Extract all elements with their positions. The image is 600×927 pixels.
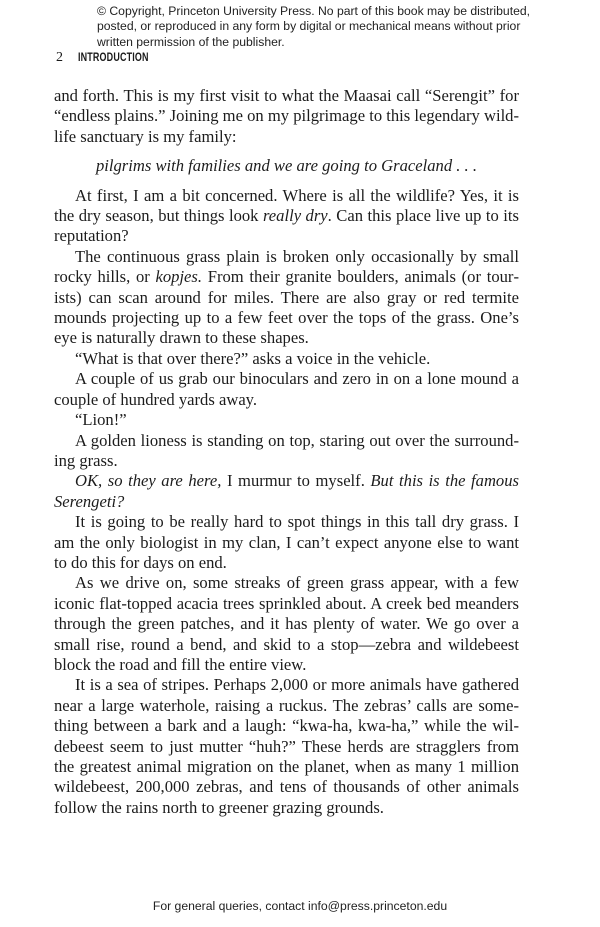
paragraph: A couple of us grab our binoculars and zero in on a lone mound a couple of hundred yards away. <box>54 369 519 409</box>
running-head <box>56 51 169 65</box>
text-run: The continuous grass plain is broken only occasionally by small rocky hills, or <box>54 246 519 287</box>
emphasis: kopjes. <box>155 267 203 287</box>
text-run: At first, I am a bit concerned. Where is all the wildlife? Yes, it is the dry season, but things look <box>54 185 519 226</box>
copyright-notice: © Copyright, Princeton University Press. No part of this book may be distributed, posted, or reproduced in any form by digital or mechanical means without prior written permission of the publisher. <box>97 4 531 49</box>
page-number: 2 <box>56 50 63 65</box>
paragraph <box>54 247 519 349</box>
paragraph <box>54 471 519 512</box>
body-text <box>54 86 519 818</box>
footer-contact: For general queries, contact info@press.princeton.edu <box>152 899 448 913</box>
text-run: I murmur to myself. <box>221 471 371 491</box>
paragraph: “What is that over there?” asks a voice in the vehicle. <box>75 348 431 368</box>
paragraph: “Lion!” <box>75 410 127 430</box>
text-run: From their granite boulders, animals (or tourists) can scan around for miles. There are also gray or red termite mounds projecting up to a few feet over the tops of the grass. One’s eye is naturally drawn to these shapes. <box>54 267 519 348</box>
chapter-title: INTRODUCTION <box>78 52 149 64</box>
emphasis: really dry <box>262 206 328 226</box>
paragraph: As we drive on, some streaks of green grass appear, with a few iconic flat-topped acacia trees sprinkled about. A creek bed meanders through the green patches, and it has plenty of water. We go over a small rise, round a bend, and skid to a stop—zebra and wildebeest block the road and fill the entire view. <box>54 573 519 674</box>
text-run: . Can this place live up to its reputation? <box>54 206 519 246</box>
paragraph-continued: and forth. This is my first visit to what the Maasai call “Serengit” for “endless plains.” Joining me on my pilgrimage to this legendary wildlife sanctuary is my family: <box>54 86 520 146</box>
emphasis: But this is the famous Serengeti? <box>54 471 519 511</box>
paragraph: A golden lioness is standing on top, staring out over the surrounding grass. <box>54 430 519 470</box>
paragraph: It is going to be really hard to spot things in this tall dry grass. I am the only biologist in my clan, I can’t expect anyone else to want to do this for days on end. <box>54 512 519 572</box>
emphasis: OK, so they are here, <box>75 471 222 491</box>
epigraph-quote: pilgrims with families and we are going to Graceland . . . <box>95 156 478 176</box>
paragraph: It is a sea of stripes. Perhaps 2,000 or more animals have gathered near a large waterhole, raising a ruckus. The zebras’ calls are something between a bark and a laugh: “kwa-ha, kwa-ha,” while the wildebeest seem to just mutter “huh?” These herds are stragglers from the greatest animal migration on the planet, when as many 1 million wildebeest, 200,000 zebras, and tens of thousands of other animals follow the rains north to greener grazing grounds. <box>54 675 519 817</box>
paragraph <box>54 186 519 247</box>
